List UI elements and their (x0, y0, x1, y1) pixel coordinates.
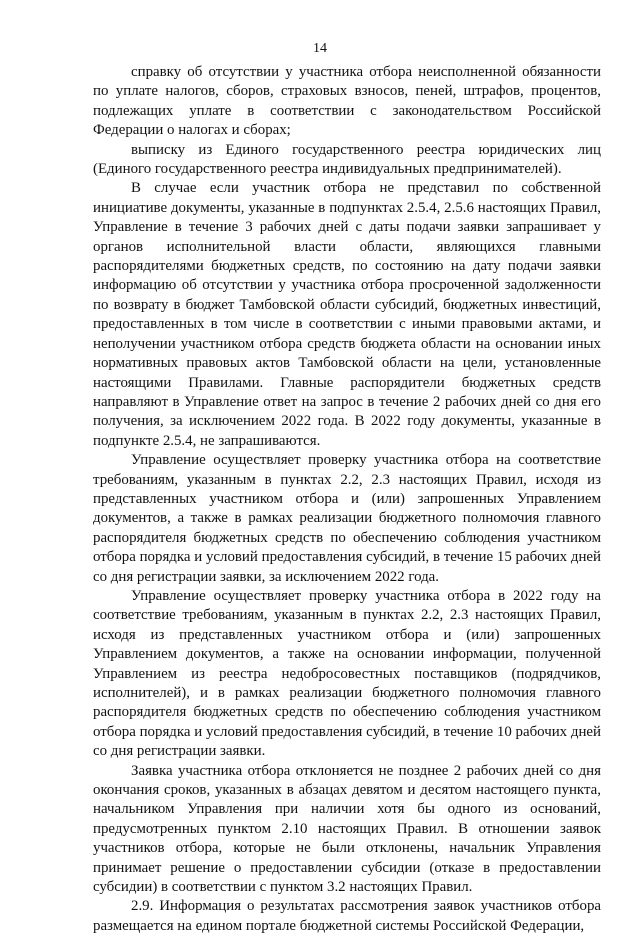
paragraph-verification: Управление осуществляет проверку участника отбора на соответствие требованиям, указанным в пунктах 2.2, 2.3 настоящих Правил, исходя из представленных участником отбора и (или) запрошенных Управлением документов, а также в рамках реализации бюджетного полномочия главного распорядителя бюджетных средств по обеспечению соблюдения участником отбора порядка и условий предоставления субсидий, в течение 15 рабочих дней со дня регистрации заявки, за исключением 2022 года. (93, 452, 601, 585)
paragraph-results-publication: 2.9. Информация о результатах рассмотрения заявок участников отбора размещается на едином портале бюджетной системы Российской Федерации, (93, 898, 601, 934)
paragraph-registry-extract: выписку из Единого государственного реестра юридических лиц (Единого государственного реестра индивидуальных предпринимателей). (93, 141, 601, 178)
document-body (93, 63, 601, 936)
paragraph-verification-2022: Управление осуществляет проверку участника отбора в 2022 году на соответствие требованиям, указанным в пунктах 2.2, 2.3 настоящих Правил, исходя из представленных участником отбора и (или) запрошенных Управлением документов, а также на основании информации, полученной Управлением из реестра недобросовестных поставщиков (подрядчиков, исполнителей), и в рамках реализации бюджетного полномочия главного распорядителя бюджетных средств по обеспечению соблюдения участником отбора порядка и условий предоставления субсидий, в течение 10 рабочих дней со дня регистрации заявки. (93, 587, 601, 760)
paragraph-application-rejection: Заявка участника отбора отклоняется не позднее 2 рабочих дней со дня окончания сроков, указанных в абзацах девятом и десятом настоящего пункта, начальником Управления при наличии хотя бы одного из оснований, предусмотренных пунктом 2.10 настоящих Правил. В отношении заявок участников отбора, которые не были отклонены, начальник Управления принимает решение о предоставлении субсидии (отказе в предоставлении субсидии) в соответствии с пунктом 3.2 настоящих Правил. (93, 762, 601, 896)
paragraph-documents-request: В случае если участник отбора не представил по собственной инициативе документы, указанные в подпунктах 2.5.4, 2.5.6 настоящих Правил, Управление в течение 3 рабочих дней с даты подачи заявки запрашивает у органов исполнительной власти области, являющихся главными распорядителями бюджетных средств, по состоянию на дату подачи заявки информацию об отсутствии у участника отбора просроченной задолженности по возврату в бюджет Тамбовской области субсидий, бюджетных инвестиций, предоставленных в том числе в соответствии с иными правовыми актами, и неполучении участником отбора средств бюджета области на основании иных нормативных правовых актов Тамбовской области на цели, установленные настоящими Правилами. Главные распорядители бюджетных средств направляют в Управление ответ на запрос в течение 2 рабочих дней со дня его получения, за исключением 2022 года. В 2022 году документы, указанные в подпункте 2.5.4, не запрашиваются. (93, 180, 601, 449)
page-number: 14 (313, 41, 327, 56)
paragraph-tax-certificate: справку об отсутствии у участника отбора неисполненной обязанности по уплате налогов, сборов, страховых взносов, пеней, штрафов, процентов, подлежащих уплате в соответствии с законодательством Российской Федерации о налогах и сборах; (93, 64, 601, 139)
